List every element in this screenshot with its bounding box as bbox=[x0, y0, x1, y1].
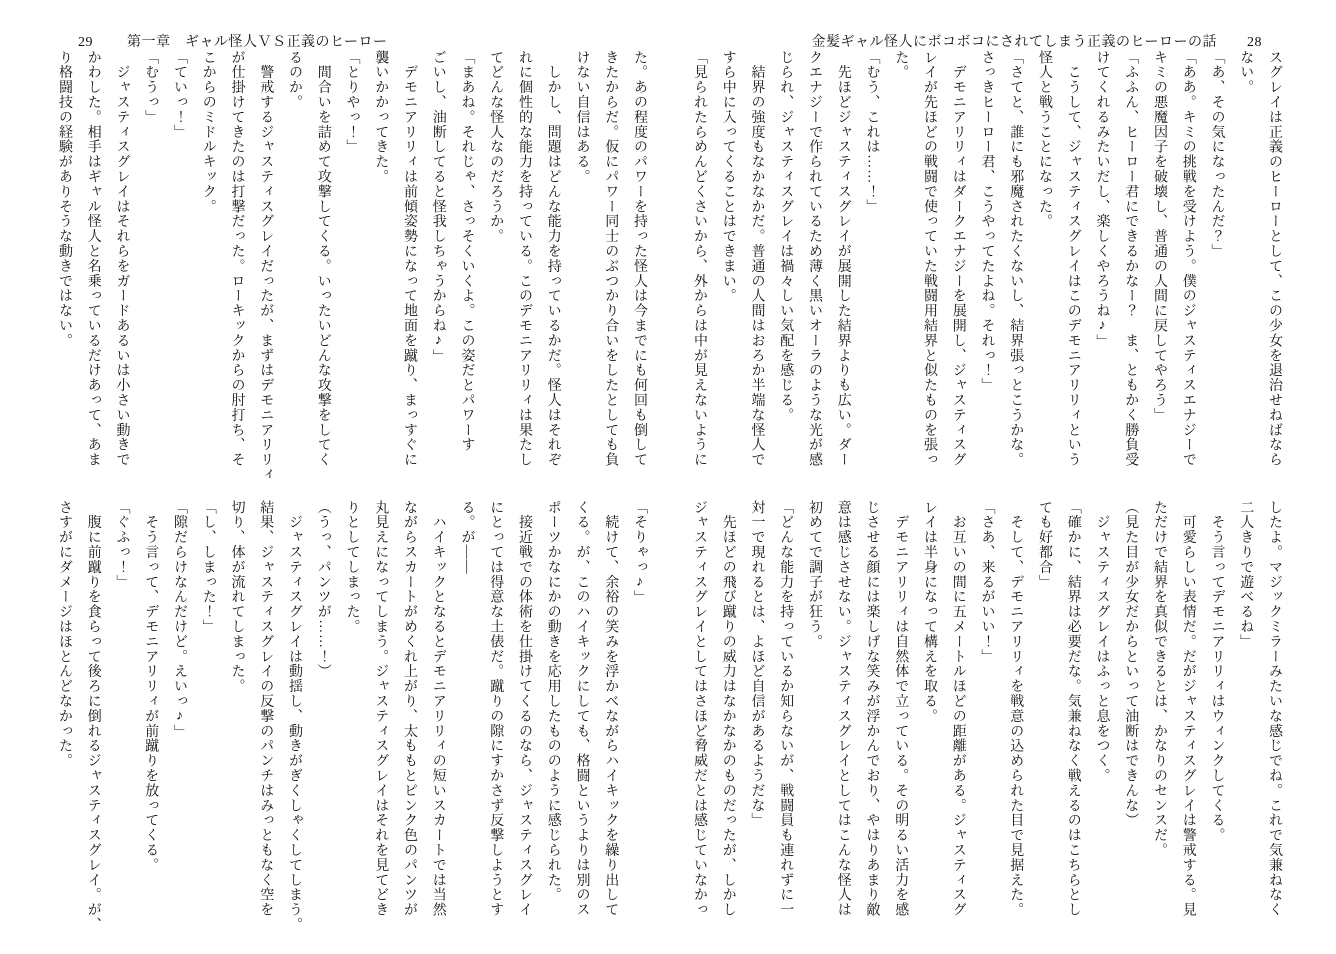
text-column: 続けて、余裕の笑みを浮かべながらハイキックを繰り出して bbox=[603, 500, 619, 918]
text-column: こうして、ジャスティスグレイはこのデモニアリリィという bbox=[1065, 50, 1081, 468]
text-column: た。あの程度のパワーを持った怪人は今までにも何回も倒して bbox=[632, 50, 647, 468]
text-column: きたからだ。仮にパワー同士のぶつかり合いをしたとしても負 bbox=[603, 50, 619, 468]
text-column: くる。が、このハイキックにしても、格闘というよりは別のス bbox=[574, 500, 590, 918]
text-column: こからのミドルキック。 bbox=[200, 50, 216, 214]
text-column: さっきヒーロー君、こうやってたよね。それっ！」 bbox=[979, 50, 995, 393]
text-column: さすがにダメージはほとんどなかった。 bbox=[57, 500, 72, 769]
chapter-title: 第一章 ギャル怪人ＶＳ正義のヒーロー bbox=[127, 35, 388, 50]
text-column: ながらスカートがめくれ上がり、太ももとピンク色のパンツが bbox=[402, 500, 417, 918]
text-column: り格闘技の経験がありそうな動きではない。 bbox=[57, 50, 72, 348]
text-column: 意は感じさせない。ジャスティスグレイとしてはこんな怪人は bbox=[835, 500, 851, 918]
text-column: 「とりやっ！」 bbox=[344, 50, 360, 155]
text-column: 初めてで調子が狂う。 bbox=[807, 500, 822, 649]
text-column: 先ほどの飛び蹴りの威力はなかなかのものだったが、しかし bbox=[720, 500, 736, 918]
text-column: デモニアリリィは自然体で立っている。その明るい活力を感 bbox=[893, 500, 909, 918]
running-header-left bbox=[78, 31, 387, 51]
text-column: ただけで結界を真似できるとは、かなりのセンスだ。 bbox=[1152, 500, 1167, 858]
page-number-right: 28 bbox=[1247, 35, 1262, 50]
left-page-lower-band bbox=[57, 500, 647, 933]
text-column: ても好都合」 bbox=[1037, 500, 1052, 590]
text-column: ジャスティスグレイとしてはさほど脅威だとは感じていなかっ bbox=[692, 500, 707, 918]
text-column: 「確かに、結界は必要だな。気兼ねなく戦えるのはこちらとし bbox=[1065, 500, 1081, 918]
text-column: 襲いかかってきた。 bbox=[373, 50, 389, 185]
text-column: そう言って、デモニアリリィが前蹴りを放ってくる。 bbox=[143, 500, 159, 873]
text-column: 丸見えになってしまう。ジャスティスグレイはそれを見てどき bbox=[373, 500, 389, 918]
text-column: 可愛らしい表情だ。だがジャスティスグレイは警戒する。見 bbox=[1180, 500, 1196, 918]
text-column: スグレイは正義のヒーローとして、この少女を退治せねばなら bbox=[1267, 50, 1282, 468]
text-column: すら中に入ってくることはできまい。 bbox=[720, 50, 736, 304]
text-column: 「まあね。それじゃ、さっそくいくよ。この姿だとパワーす bbox=[459, 50, 475, 453]
text-column: 怪人と戦うことになった。 bbox=[1037, 50, 1052, 229]
text-column: た。 bbox=[893, 50, 909, 80]
right-page-upper-band bbox=[692, 50, 1282, 468]
text-column: デモニアリリィは前傾姿勢になって地面を蹴り、まっすぐに bbox=[402, 50, 417, 468]
text-column: 結界の強度もなかなかだ。普通の人間はおろか半端な怪人で bbox=[749, 50, 765, 468]
text-column: ポーツかなにかの動きを応用したもののように感じられた。 bbox=[545, 500, 561, 903]
text-column: 間合いを詰めて攻撃してくる。いったいどんな攻撃をしてく bbox=[315, 50, 331, 468]
story-title: 金髪ギャル怪人にボコボコにされてしまう正義のヒーローの話 bbox=[811, 35, 1217, 50]
text-column: （うっ、パンツが……！） bbox=[315, 500, 331, 679]
text-column: 「隙だらけなんだけど。えいっ♪」 bbox=[172, 500, 187, 740]
text-column: けてくれるみたいだし、楽しくやろうね♪」 bbox=[1094, 50, 1110, 349]
text-column: クエナジーで作られているため薄く黒いオーラのような光が感 bbox=[807, 50, 822, 468]
text-column: てどんな怪人なのだろうか。 bbox=[488, 50, 504, 244]
text-column: レイが先ほどの戦闘で使っていた戦闘用結界と似たものを張っ bbox=[922, 50, 937, 468]
text-column: かわした。相手はギャル怪人と名乗っているだけあって、あま bbox=[85, 50, 101, 468]
text-column: しかし、問題はどんな能力を持っているかだ。怪人はそれぞ bbox=[545, 50, 561, 468]
text-column: 警戒するジャスティスグレイだったが、まずはデモニアリリィ bbox=[258, 50, 274, 483]
text-column: 「ていっ！」 bbox=[172, 50, 187, 140]
text-column: 結果、ジャスティスグレイの反撃のパンチはみっともなく空を bbox=[258, 500, 274, 918]
text-column: ない。 bbox=[1238, 50, 1254, 95]
text-column: 「ふふん、ヒーロー君にできるかなー？ ま、ともかく勝負受 bbox=[1123, 50, 1139, 468]
left-page-upper-band bbox=[57, 50, 647, 483]
text-column: ジャスティスグレイはそれらをガードあるいは小さい動きで bbox=[114, 50, 130, 468]
text-column: ジャスティスグレイはふっと息をつく。 bbox=[1094, 500, 1110, 784]
text-column: が仕掛けてきたのは打撃だった。ローキックからの肘打ち、そ bbox=[229, 50, 245, 468]
text-column: （見た目が少女だからといって油断はできんな） bbox=[1123, 500, 1139, 828]
text-column: したよ。マジックミラーみたいな感じでね。これで気兼ねなく bbox=[1267, 500, 1282, 918]
text-column: ジャスティスグレイは動揺し、動きがぎくしゃくしてしまう。 bbox=[287, 500, 302, 933]
text-column: 「むう、これは……！」 bbox=[864, 50, 880, 214]
page-number-left: 29 bbox=[78, 35, 93, 50]
text-column: りとしてしまった。 bbox=[344, 500, 360, 635]
text-column: 「さあ、来るがいい！」 bbox=[979, 500, 995, 664]
text-column: お互いの間に五メートルほどの距離がある。ジャスティスグ bbox=[950, 500, 966, 918]
text-column: にとっては得意な土俵だ。蹴りの隙にすかさず反撃しようとす bbox=[488, 500, 504, 918]
text-column: 「見られたらめんどくさいから、外からは中が見えないように bbox=[692, 50, 707, 468]
text-column: るのか。 bbox=[287, 50, 302, 110]
text-column: 腹に前蹴りを食らって後ろに倒れるジャスティスグレイ。が、 bbox=[85, 500, 101, 933]
text-column: デモニアリリィはダークエナジーを展開し、ジャスティスグ bbox=[950, 50, 966, 468]
text-column: 先ほどジャスティスグレイが展開した結界よりも広い。ダー bbox=[835, 50, 851, 468]
text-column: る。が―― bbox=[459, 500, 475, 575]
text-column: 「さてと、誰にも邪魔されたくないし、結界張っとこうかな。 bbox=[1008, 50, 1024, 468]
text-column: 「ああ。キミの挑戦を受けよう。僕のジャスティスエナジーで bbox=[1180, 50, 1196, 468]
text-column: キミの悪魔因子を破壊し、普通の人間に戻してやろう」 bbox=[1152, 50, 1167, 423]
text-column: 二人きりで遊べるね」 bbox=[1238, 500, 1254, 649]
text-column: じられ、ジャスティスグレイは禍々しい気配を感じる。 bbox=[778, 50, 794, 423]
text-column: 「そりゃっ♪」 bbox=[632, 500, 647, 606]
text-column: 「どんな能力を持っているか知らないが、戦闘員も連れずに一 bbox=[778, 500, 794, 918]
text-column: 「ぐふっ！」 bbox=[114, 500, 130, 590]
text-column: 切り、体が流れてしまった。 bbox=[229, 500, 245, 694]
text-column: ごいし、油断してると怪我しちゃうからね♪」 bbox=[430, 50, 446, 364]
text-column: れに個性的な能力を持っている。このデモニアリリィは果たし bbox=[517, 50, 532, 468]
text-column: 「あ、その気になったんだ？」 bbox=[1209, 50, 1225, 259]
text-column: 接近戦での体術を仕掛けてくるのなら、ジャスティスグレイ bbox=[517, 500, 532, 918]
text-column: けない自信はある。 bbox=[574, 50, 590, 185]
text-column: ハイキックとなるとデモニアリリィの短いスカートでは当然 bbox=[430, 500, 446, 918]
running-header-right bbox=[812, 31, 1262, 51]
text-column: 対一で現れるとは、よほど自信があるようだな」 bbox=[749, 500, 765, 828]
text-column: 「し、しまった！」 bbox=[200, 500, 216, 635]
text-column: 「むうっ」 bbox=[143, 50, 159, 125]
text-column: そう言ってデモニアリリィはウィンクしてくる。 bbox=[1209, 500, 1225, 843]
right-page-lower-band bbox=[692, 500, 1282, 918]
text-column: そして、デモニアリリィを戦意の込められた目で見据えた。 bbox=[1008, 500, 1024, 918]
text-column: じさせる顔には楽しげな笑みが浮かんでおり、やはりあまり敵 bbox=[864, 500, 880, 918]
text-column: レイは半身になって構えを取る。 bbox=[922, 500, 937, 724]
